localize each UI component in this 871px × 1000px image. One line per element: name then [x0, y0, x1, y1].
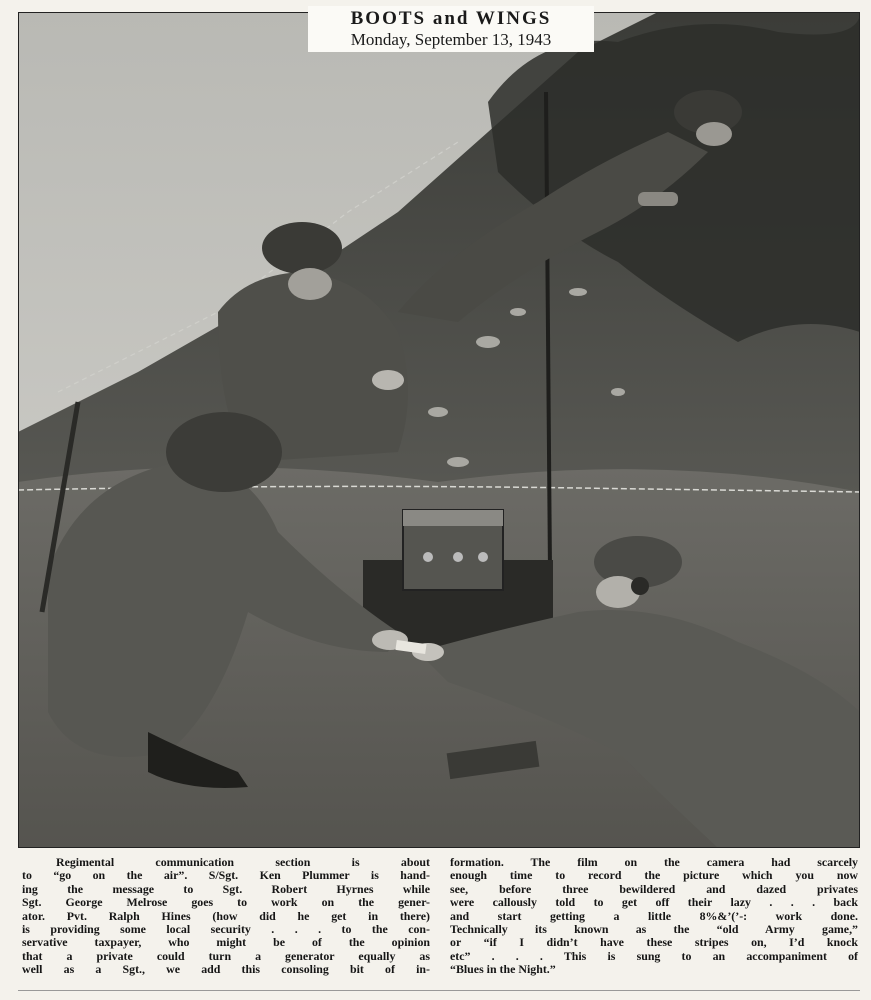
caption-line: Sgt. George Melrose goes to work on the gener-: [22, 895, 430, 910]
caption-line: ing the message to Sgt. Robert Hyrnes while: [22, 881, 430, 896]
caption-line: Technically its known as the “old Army game,”: [450, 922, 858, 937]
caption-line: see, before three bewildered and dazed privates: [450, 881, 858, 896]
caption-line: formation. The film on the camera had scarcely: [450, 855, 858, 869]
photograph-soldiers-radio: [18, 12, 860, 848]
caption-line: is providing some local security . . . to the con-: [22, 922, 430, 937]
caption-line: Regimental communication section is about: [56, 855, 430, 869]
photo-illustration: [18, 12, 860, 848]
caption-line: or “if I didn’t have these stripes on, I’d knock: [450, 935, 858, 950]
masthead-box: [308, 6, 594, 52]
caption-line: that a private could turn a generator equally as: [22, 948, 430, 963]
caption-column-left: [22, 856, 430, 988]
caption-column-right: [450, 856, 858, 988]
caption-line: and start getting a little 8%&’(’-: work done.: [450, 908, 858, 923]
photo-caption: [22, 856, 858, 988]
caption-line: “Blues in the Night.”: [450, 962, 556, 977]
caption-line: ator. Pvt. Ralph Hines (how did he get in there): [22, 908, 430, 923]
caption-line: were callously told to get off their lazy . . . back: [450, 895, 858, 910]
caption-line: to “go on the air”. S/Sgt. Ken Plummer is hand-: [22, 868, 430, 883]
caption-line: enough time to record the picture which you now: [450, 868, 858, 883]
masthead-title: BOOTS and WINGS: [350, 8, 552, 29]
masthead-date: Monday, September 13, 1943: [350, 30, 552, 49]
caption-line: well as a Sgt., we add this consoling bit of in-: [22, 962, 430, 977]
caption-line: etc” . . . This is sung to an accompaniment of: [450, 948, 858, 963]
bottom-rule: [18, 990, 860, 991]
caption-line: servative taxpayer, who might be of the opinion: [22, 935, 430, 950]
